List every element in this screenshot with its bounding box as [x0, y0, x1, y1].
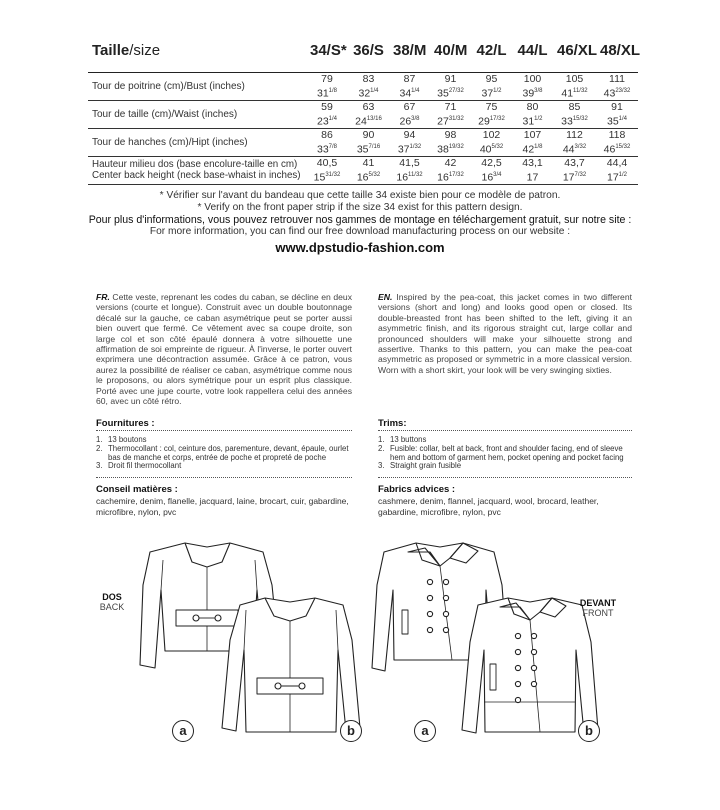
fabrics-title-en: Fabrics advices : [378, 484, 456, 495]
measurement-value: 43,7 $17^{7/32}$ [553, 156, 596, 184]
front-label: DEVANT FRONT [579, 598, 617, 618]
info-note-en: For more information, you can find our free download manufacturing process on our website : [149, 226, 571, 237]
description-en: EN. Inspired by the pea-coat, this jacket comes in two different versions (short and long) and looks good open or closed. Its double-breasted front has been shifted to the left, giving it an asymmetric finish, and its rigorous straight cut, large collar and pronounced shoulders will make your silhouette strong and assertive. Thanks to this pattern, you can make the pea-coat asymmetric as proposed or symmetric in a more classical version. Worn with a short skirt, your look will be very swinging sixties. [378, 292, 632, 375]
measurement-value: 63 $24^{13/16}$ [348, 100, 389, 128]
measurement-value: 91 $35^{1/4}$ [596, 100, 638, 128]
measurement-value: 42,5 $16^{3/4}$ [471, 156, 512, 184]
measurement-label: Hauteur milieu dos (base encolure-taille en cm) Center back height (neck base-whaist in inches) [88, 156, 306, 184]
front-long-jacket-drawing [462, 598, 598, 733]
size-header: 40/M [430, 30, 471, 72]
table-row [88, 72, 638, 100]
measurement-value: 59 $23^{1/4}$ [306, 100, 348, 128]
measurement-value: 67 $26^{3/8}$ [389, 100, 430, 128]
notes-block [0, 190, 720, 254]
list-item: 2. Fusible: collar, belt at back, front and shoulder facing, end of sleeve hem and bottom of garment hem, pocket opening and pocket facing [378, 443, 624, 462]
version-a-badge: a [172, 720, 194, 742]
fabrics-text-fr: cachemire, denim, flanelle, jacquard, laine, brocart, cuir, gabardine, microfibre, nylon, pvc [96, 496, 349, 517]
size-header: 46/XL [553, 30, 596, 72]
measurement-value: 80 $31^{1/2}$ [512, 100, 553, 128]
supplies-title-fr: Fournitures : [96, 418, 155, 429]
supplies-title-en: Trims: [378, 418, 407, 429]
size-header: 34/S* [306, 30, 348, 72]
measurement-value: 86 $33^{7/8}$ [306, 128, 348, 156]
size-header: 44/L [512, 30, 553, 72]
measurement-value: 111 $43^{23/32}$ [596, 72, 638, 100]
table-row [88, 156, 638, 184]
divider [96, 477, 352, 478]
size-table-header-row [88, 30, 638, 72]
website-link[interactable]: www.dpstudio-fashion.com [275, 240, 445, 255]
measurement-value: 44,4 $17^{1/2}$ [596, 156, 638, 184]
measurement-value: 41 $16^{5/32}$ [348, 156, 389, 184]
size-note-fr: * Vérifier sur l'avant du bandeau que cette taille 34 existe bien pour ce modèle de patron. [159, 190, 561, 201]
divider [96, 430, 352, 431]
description-fr: FR. Cette veste, reprenant les codes du caban, se décline en deux versions (courte et longue). Construit avec un double boutonnage décalé sur la gauche, ce caban asymétrique peut se porter aussi bien ouvert que fermé. Ce vêtement avec sa coupe droite, son large col et son côté épaulé donnera à votre silhouette une affirmation de soi empreinte de rigueur. À l'inverse, le porter ouvert exprimera une décontraction assumée. Grâce à ce patron, vous aurez la possibilité de réaliser ce caban, asymétrique comme nous le proposons, ou alors symétrique pour un esprit plus classique. Porté avec une jupe courte, votre look rappellera celui des années 60, avec un côté rétro. [96, 292, 352, 407]
measurement-value: 107 $42^{1/8}$ [512, 128, 553, 156]
supplies-list-fr [96, 436, 358, 471]
back-label: DOS BACK [99, 592, 125, 612]
list-item: 3. Droit fil thermocollant [96, 461, 182, 471]
divider [378, 477, 632, 478]
size-note-en: * Verify on the front paper strip if the size 34 exist for this pattern design. [197, 202, 523, 213]
measurement-value: 118 $46^{15/32}$ [596, 128, 638, 156]
list-item: 1. 13 buttons [378, 435, 427, 444]
version-a-badge: a [414, 720, 436, 742]
measurement-value: 42 $16^{17/32}$ [430, 156, 471, 184]
measurement-value: 95 $37^{1/2}$ [471, 72, 512, 100]
table-row [88, 128, 638, 156]
measurement-value: 94 $37^{1/32}$ [389, 128, 430, 156]
measurement-value: 83 $32^{1/4}$ [348, 72, 389, 100]
size-header: 38/M [389, 30, 430, 72]
measurement-value: 87 $34^{1/4}$ [389, 72, 430, 100]
info-note-fr: Pour plus d'informations, vous pouvez retrouver nos gammes de montage en téléchargement gratuit, sur notre site : [88, 214, 632, 226]
fabrics-text-en: cashmere, denim, flannel, jacquard, wool, brocard, leather, gabardine, microfibre, nylon, pvc [378, 496, 599, 517]
list-item: 3. Straight grain fusible [378, 461, 462, 471]
size-header: 36/S [348, 30, 389, 72]
measurement-value: 91 $35^{27/32}$ [430, 72, 471, 100]
size-header: 42/L [471, 30, 512, 72]
list-item: 2. Thermocollant : col, ceinture dos, parementure, devant, épaule, ourlet bas de manche et corps, entrée de poche et propreté de poche [96, 443, 349, 462]
supplies-list-en [378, 436, 638, 471]
measurement-value: 100 $39^{3/8}$ [512, 72, 553, 100]
measurement-value: 79 $31^{1/8}$ [306, 72, 348, 100]
version-b-badge: b [340, 720, 362, 742]
measurement-value: 85 $33^{15/32}$ [553, 100, 596, 128]
table-row [88, 100, 638, 128]
divider [378, 430, 632, 431]
measurement-value: 43,1 17 [512, 156, 553, 184]
size-table-body [88, 72, 638, 184]
list-item: 1. 13 boutons [96, 435, 147, 444]
measurement-value: 105 $41^{11/32}$ [553, 72, 596, 100]
back-long-jacket-drawing [222, 598, 360, 732]
measurement-value: 41,5 $16^{11/32}$ [389, 156, 430, 184]
measurement-value: 98 $38^{19/32}$ [430, 128, 471, 156]
measurement-label: Tour de poitrine (cm)/Bust (inches) [88, 72, 306, 100]
version-b-badge: b [578, 720, 600, 742]
garment-illustrations [0, 528, 720, 810]
measurement-value: 102 $40^{5/32}$ [471, 128, 512, 156]
measurement-value: 112 $44^{3/32}$ [553, 128, 596, 156]
measurement-value: 40,5 $15^{31/32}$ [306, 156, 348, 184]
measurement-label: Tour de taille (cm)/Waist (inches) [88, 100, 306, 128]
measurement-value: 71 $27^{31/32}$ [430, 100, 471, 128]
measurement-value: 75 $29^{17/32}$ [471, 100, 512, 128]
size-column-header: Taille/size [88, 30, 306, 72]
fabrics-title-fr: Conseil matières : [96, 484, 178, 495]
size-header: 48/XL [596, 30, 638, 72]
size-table [88, 30, 641, 185]
measurement-label: Tour de hanches (cm)/Hipt (inches) [88, 128, 306, 156]
measurement-value: 90 $35^{7/16}$ [348, 128, 389, 156]
